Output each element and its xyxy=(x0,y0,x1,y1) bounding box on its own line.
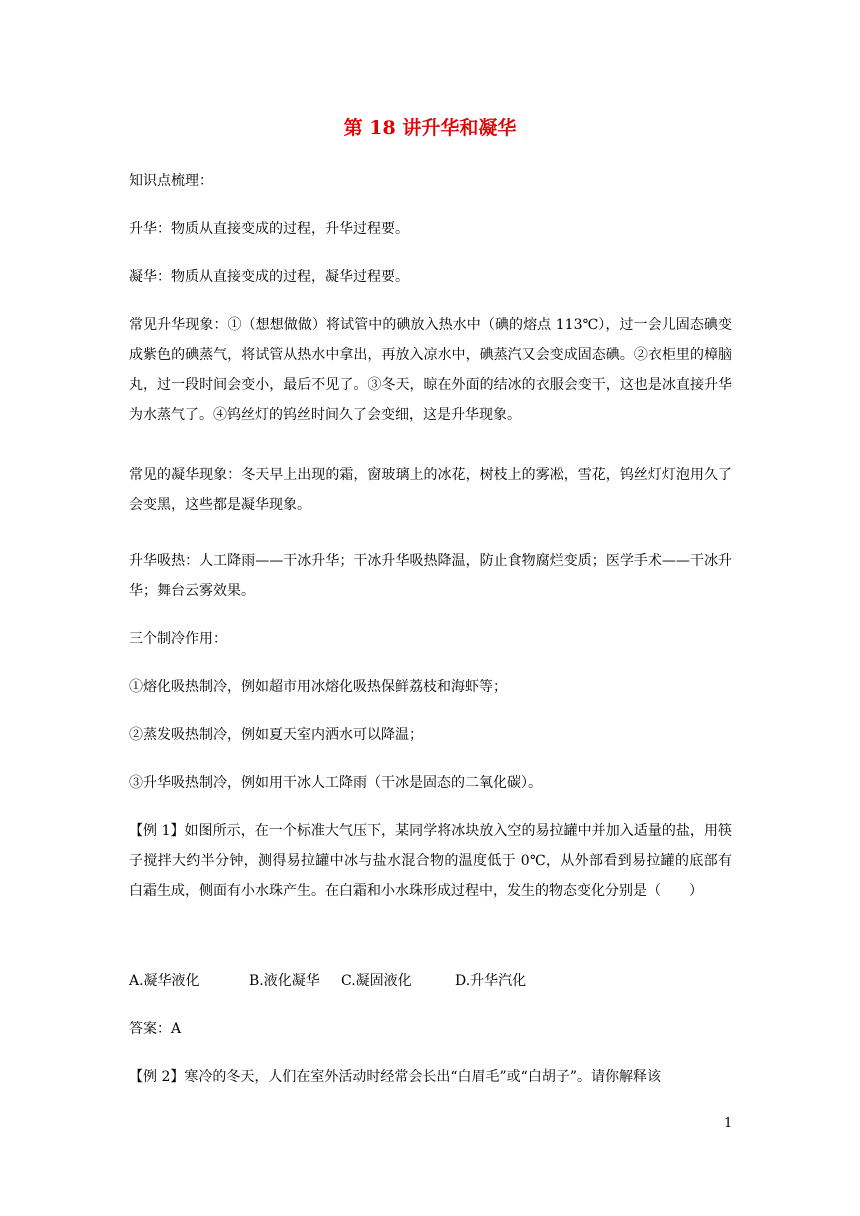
paragraph-example-1: 【例 1】如图所示，在一个标准大气压下，某同学将冰块放入空的易拉罐中并加入适量的盐，用筷子搅拌大约半分钟，测得易拉罐中冰与盐水混合物的温度低于 0℃，从外部看到易拉罐的底部有白霜生成，侧面有小水珠产生。在白霜和小水珠形成过程中，发生的物态变化分别是（ ） xyxy=(129,823,732,899)
paragraph-cooling-melting: ①熔化吸热制冷，例如超市用冰熔化吸热保鲜荔枝和海虾等； xyxy=(129,679,507,695)
answer-text: 答案：A xyxy=(129,1021,182,1037)
paragraph-sublimation-definition: 升华：物质从直接变成的过程，升华过程要。 xyxy=(129,221,409,237)
option-b: B.液化凝华 xyxy=(249,973,320,989)
page-number: 1 xyxy=(724,1116,733,1131)
paragraph-cooling-heading: 三个制冷作用： xyxy=(129,631,227,647)
paragraph-example-2: 【例 2】寒冷的冬天，人们在室外活动时经常会长出“白眉毛”或“白胡子”。请你解释该 xyxy=(129,1069,661,1085)
paragraph-knowledge-heading: 知识点梳理： xyxy=(129,173,213,189)
paragraph-deposition-examples: 常见的凝华现象：冬天早上出现的霜，窗玻璃上的冰花，树枝上的雾凇，雪花，钨丝灯灯泡用久了会变黑，这些都是凝华现象。 xyxy=(129,467,732,513)
option-a: A.凝华液化 xyxy=(129,973,200,989)
example-1-options xyxy=(129,966,526,996)
paragraph-cooling-evaporation: ②蒸发吸热制冷，例如夏天室内洒水可以降温； xyxy=(129,727,423,743)
option-c: C.凝固液化 xyxy=(341,973,412,989)
paragraph-sublimation-examples: 常见升华现象：①（想想做做）将试管中的碘放入热水中（碘的熔点 113℃），过一会儿固态碘变成紫色的碘蒸气，将试管从热水中拿出，再放入凉水中，碘蒸汽又会变成固态碘。②衣柜里的樟脑丸，过一段时间会变小，最后不见了。③冬天，晾在外面的结冰的衣服会变干，这也是冰直接升华为水蒸气了。④钨丝灯的钨丝时间久了会变细，这是升华现象。 xyxy=(129,317,732,423)
paragraph-cooling-sublimation: ③升华吸热制冷，例如用干冰人工降雨（干冰是固态的二氧化碳）。 xyxy=(129,775,542,791)
page-title: 第 18 讲升华和凝华 xyxy=(343,117,517,139)
paragraph-deposition-definition: 凝华：物质从直接变成的过程，凝华过程要。 xyxy=(129,269,409,285)
option-d: D.升华汽化 xyxy=(455,973,527,989)
paragraph-sublimation-heat: 升华吸热：人工降雨——干冰升华；干冰升华吸热降温，防止食物腐烂变质；医学手术——干冰升华；舞台云雾效果。 xyxy=(129,553,732,599)
